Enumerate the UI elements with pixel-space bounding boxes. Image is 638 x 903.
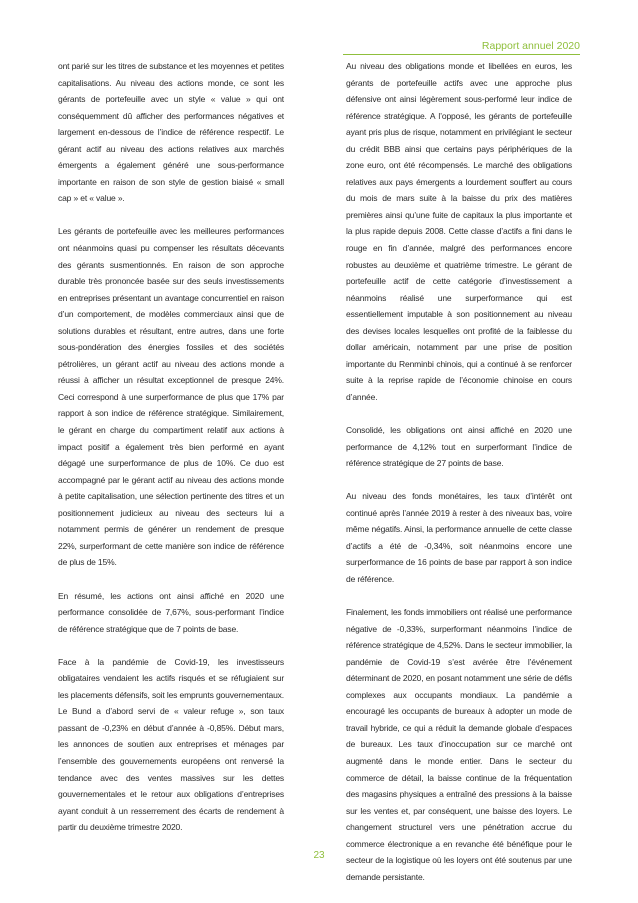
paragraph: En résumé, les actions ont ainsi affiché en 2020 une performance consolidée de 7,67%, sous-performant l’indice de référence stratégique que de 7 points de base. (58, 590, 284, 634)
paragraph: Les gérants de portefeuille avec les meilleures performances ont néanmoins quasi pu compenser les résultats décevants des gérants susmentionnés. En raison de son approche durable très prononcée basée sur des seuls investissements en entreprises présentant un avantage concurrentiel en raison d’un comportement, de modèles commerciaux ainsi que de solutions durables et résultant, entre autres, dans une forte sous-pondération des énergies fossiles et des sociétés pétrolières, un gérant actif au niveau des actions monde a réussi à afficher un résultat exceptionnel de presque 24%. Ceci correspond à une surperformance de plus que 17% par rapport à son indice de référence stratégique. Similairement, le gérant en charge du compartiment relatif aux actions à impact positif a également très bien performé en ayant dégagé une surperformance de plus de 10%. Ce duo est accompagné par le gérant actif au niveau des actions monde à petite capitalisation, une sélection pertinente des titres et un positionnement judicieux au niveau des secteurs lui a notamment permis de générer un rendement de presque 22%, surperformant de cette manière son indice de référence de plus de 15%. (58, 226, 284, 568)
report-title: Rapport annuel 2020 (481, 40, 580, 52)
paragraph: Au niveau des obligations monde et libellées en euros, les gérants de portefeuille actifs avec une approche plus défensive ont ainsi légèrement sous-performé leur indice de référence stratégique. A l’opposé, les gérants de portefeuille ayant pris plus de risque, notamment en privilégiant le secteur du crédit BBB ainsi que certains pays périphériques de la zone euro, ont été récompensés. Le marché des obligations relatives aux pays émergents a lourdement souffert au cours du mois de mars suite à la baisse du prix des matières premières ainsi qu’une fuite de capitaux la plus importante et la plus rapide depuis 2008. Cette classe d’actifs a fini dans le rouge en fin d’année, malgré des performances encore robustes au deuxième et quatrième trimestre. Le gérant de portefeuille actif de cette catégorie d’investissement a néanmoins réalisé une surperformance qui est essentiellement imputable à son positionnement au niveau des devises locales lesquelles ont profité de la faiblesse du dollar américain, notamment par une prise de position importante du Renminbi chinois, qui a continué à se renforcer suite à la reprise rapide de l’économie chinoise en cours d’année. (346, 61, 572, 402)
paragraph: ont parié sur les titres de substance et les moyennes et petites capitalisations. Au niveau des actions monde, ce sont les gérants de portefeuille avec un style « value » qui ont conséquemment dû afficher des performances négatives et largement en-dessous de l’indice de référence respectif. Le gérant actif au niveau des actions relatives aux marchés émergents a également généré une sous-performance importante en raison de son style de gestion biaisé « small cap » et « value ». (58, 61, 284, 204)
paragraph: Face à la pandémie de Covid-19, les investisseurs obligataires vendaient les actifs risqués et se réfugiaient sur les placements défensifs, soit les emprunts gouvernementaux. Le Bund a d’abord servi de « valeur refuge », son taux passant de -0,23% en début d’année à -0,85%. Début mars, les annonces de soutien aux entreprises et ménages par l’ensemble des gouvernements européens ont renversé la tendance avec des ventes massives sur les dettes gouvernementales et le retour aux obligations d’entreprises ayant conduit à un resserrement des écarts de rendement à partir du deuxième trimestre 2020. (58, 656, 284, 833)
left-column (58, 58, 284, 852)
right-column (346, 58, 572, 902)
paragraph: Finalement, les fonds immobiliers ont réalisé une performance négative de -0,33%, surperformant néanmoins l’indice de référence stratégique de 4,52%. Dans le secteur immobilier, la pandémie de Covid-19 s’est avérée être l’événement déterminant de 2020, en posant notamment une série de défis complexes aux occupants mondiaux. La pandémie a encouragé les occupants de bureaux à adopter un mode de travail hybride, ce qui a réduit la demande globale d’espaces de bureaux. Les taux d’inoccupation sur ce marché ont augmenté dans le monde entier. Dans le secteur du commerce de détail, la baisse continue de la fréquentation des magasins physiques a entraîné des pressions à la baisse sur les ventes et, par conséquent, une baisse des loyers. Le changement structurel vers une pénétration accrue du commerce électronique a en revanche été bénéfique pour le secteur de la logistique où les loyers ont été soutenus par une demande persistante. (346, 607, 572, 882)
page-number: 23 (313, 850, 325, 861)
paragraph: Au niveau des fonds monétaires, les taux d’intérêt ont continué après l’année 2019 à rester à des niveaux bas, voire même négatifs. Ainsi, la performance annuelle de cette classe d’actifs a été de -0,34%, soit néanmoins encore une surperformance de 16 points de base par rapport à son indice de référence. (346, 491, 572, 584)
paragraph: Consolidé, les obligations ont ainsi affiché en 2020 une performance de 4,12% tout en surperformant l’indice de référence stratégique de 27 points de base. (346, 425, 572, 469)
header-rule (343, 54, 580, 55)
